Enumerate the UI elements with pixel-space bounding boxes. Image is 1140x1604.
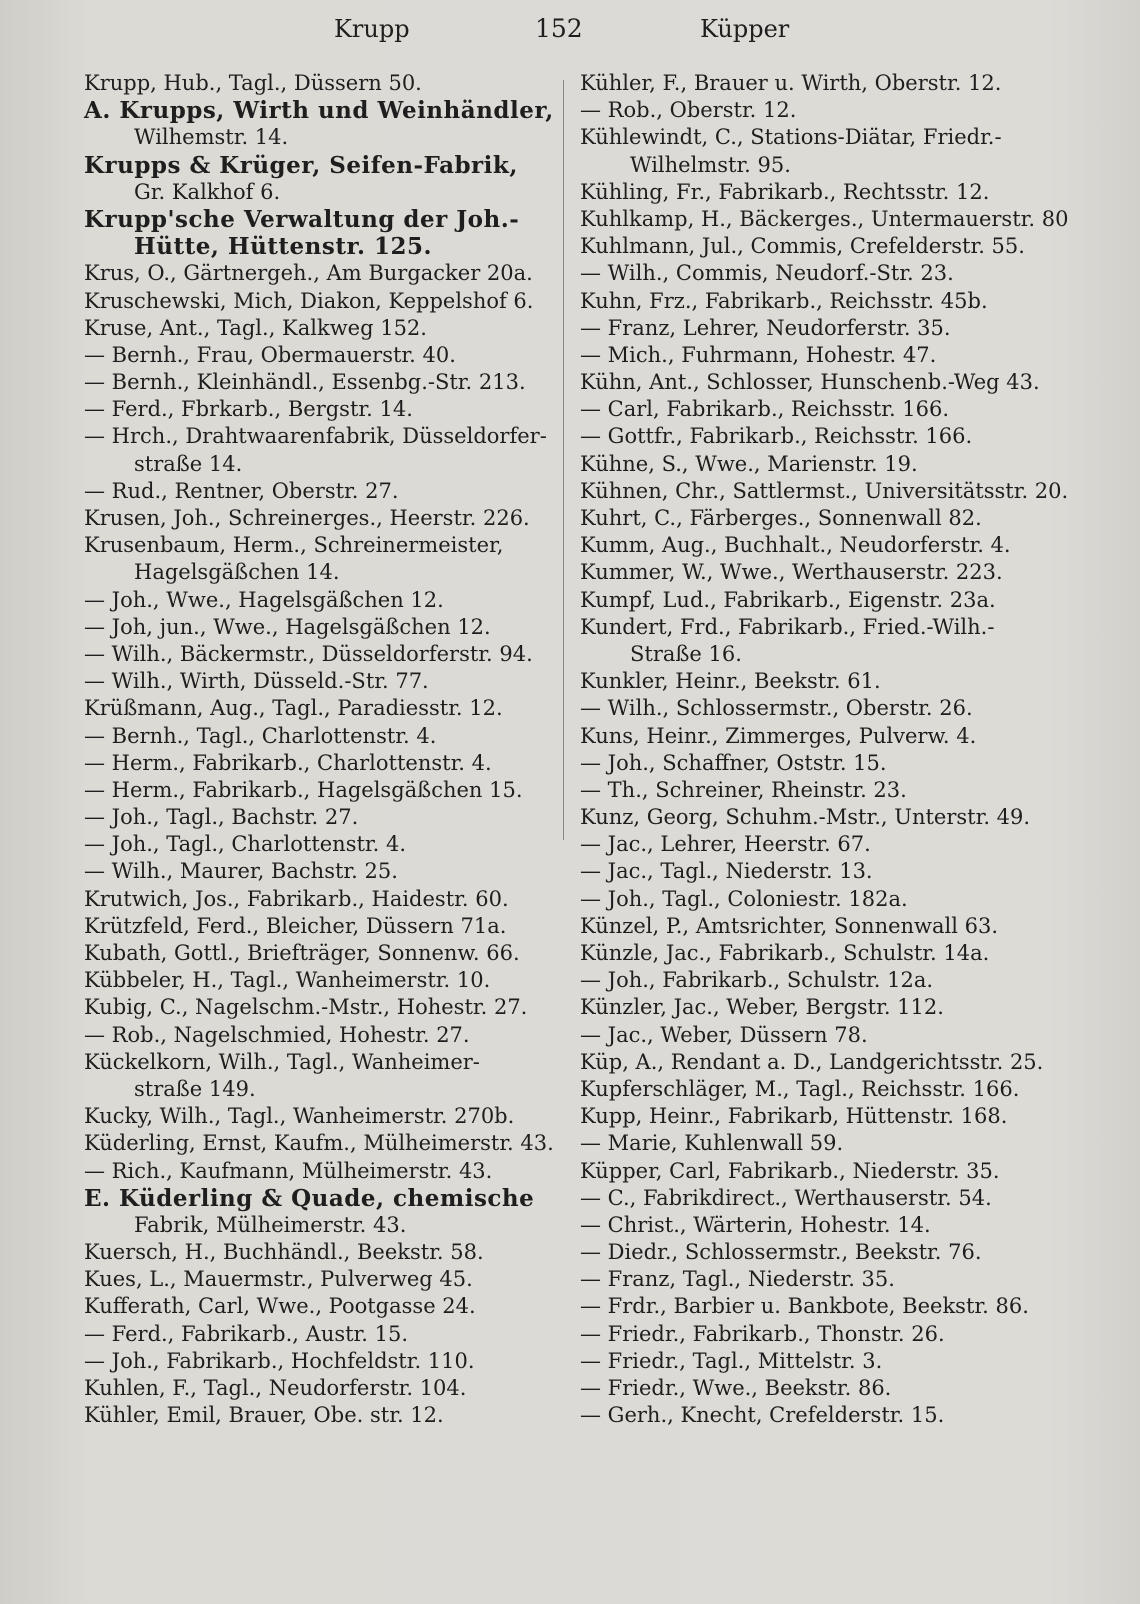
entry-continuation: Wilhemstr. 14. xyxy=(134,125,289,150)
entry: Krupp, Hub., Tagl., Düssern 50. xyxy=(84,71,422,95)
entry: Krupps & Krüger, Seifen-Fabrik, xyxy=(84,151,518,179)
entry: Künzler, Jac., Weber, Bergstr. 112. xyxy=(580,995,944,1020)
entry: — Wilh., Schlossermstr., Oberstr. 26. xyxy=(580,696,973,721)
entry: Krüßmann, Aug., Tagl., Paradiesstr. 12. xyxy=(84,696,503,721)
entry: — Wilh., Commis, Neudorf.-Str. 23. xyxy=(580,261,954,286)
page-header xyxy=(0,12,1140,46)
entry: — Joh, jun., Wwe., Hagelsgäßchen 12. xyxy=(84,614,491,639)
entry: Kunkler, Heinr., Beekstr. 61. xyxy=(580,669,881,694)
entry: Kucky, Wilh., Tagl., Wanheimerstr. 270b. xyxy=(84,1104,515,1129)
entry: — Joh., Tagl., Bachstr. 27. xyxy=(84,805,359,830)
entry-continuation: Hagelsgäßchen 14. xyxy=(134,560,340,585)
entry: Künzel, P., Amtsrichter, Sonnenwall 63. xyxy=(580,913,999,938)
entry: Kunz, Georg, Schuhm.-Mstr., Unterstr. 49. xyxy=(580,805,1031,830)
entry: Kuns, Heinr., Zimmerges, Pulverw. 4. xyxy=(580,723,977,748)
entry: Kummer, W., Wwe., Werthauserstr. 223. xyxy=(580,560,1003,585)
header-right-keyword: Küpper xyxy=(700,15,790,43)
entry: Künzle, Jac., Fabrikarb., Schulstr. 14a. xyxy=(580,941,990,965)
entry: — Ferd., Fbrkarb., Bergstr. 14. xyxy=(84,397,413,422)
entry: Küpper, Carl, Fabrikarb., Niederstr. 35. xyxy=(580,1158,1000,1183)
entry: — Joh., Schaffner, Oststr. 15. xyxy=(580,750,887,775)
entry: — Friedr., Wwe., Beekstr. 86. xyxy=(580,1376,892,1400)
entry: Krutwich, Jos., Fabrikarb., Haidestr. 60. xyxy=(84,886,509,911)
entry: Kuhlkamp, H., Bäckerges., Untermauerstr. 80 xyxy=(580,206,1069,231)
entry: — Gottfr., Fabrikarb., Reichsstr. 166. xyxy=(580,424,973,449)
entry: Kühne, S., Wwe., Marienstr. 19. xyxy=(580,451,918,476)
entry: Kubath, Gottl., Briefträger, Sonnenw. 66. xyxy=(84,941,520,965)
entry: Küderling, Ernst, Kaufm., Mülheimerstr. 43. xyxy=(84,1131,554,1156)
entry: — Wilh., Wirth, Düsseld.-Str. 77. xyxy=(84,669,429,694)
entry: Kruse, Ant., Tagl., Kalkweg 152. xyxy=(84,315,427,340)
entry-continuation: Hütte, Hüttenstr. 125. xyxy=(134,233,433,261)
entry: — Marie, Kuhlenwall 59. xyxy=(580,1131,844,1156)
entry: — Franz, Lehrer, Neudorferstr. 35. xyxy=(580,315,951,340)
entry-continuation: Straße 16. xyxy=(630,641,742,666)
entry: — Diedr., Schlossermstr., Beekstr. 76. xyxy=(580,1240,982,1265)
entry-continuation: Fabrik, Mülheimerstr. 43. xyxy=(134,1212,407,1237)
entry: — Joh., Fabrikarb., Schulstr. 12a. xyxy=(580,968,934,993)
entry: — Joh., Tagl., Coloniestr. 182a. xyxy=(580,886,908,911)
entry: Kühnen, Chr., Sattlermst., Universitätsstr. 20. xyxy=(580,478,1069,503)
entry: — Bernh., Tagl., Charlottenstr. 4. xyxy=(84,723,437,748)
entry: — Rud., Rentner, Oberstr. 27. xyxy=(84,478,399,503)
right-column xyxy=(580,70,1069,1429)
entry: — Herm., Fabrikarb., Hagelsgäßchen 15. xyxy=(84,777,523,802)
entry: Kufferath, Carl, Wwe., Pootgasse 24. xyxy=(84,1294,476,1319)
entry: — Hrch., Drahtwaarenfabrik, Düsseldorfer- xyxy=(84,424,547,449)
entry: Kühler, F., Brauer u. Wirth, Oberstr. 12. xyxy=(580,71,1002,95)
entry: Krützfeld, Ferd., Bleicher, Düssern 71a. xyxy=(84,913,507,938)
entry: Kupp, Heinr., Fabrikarb, Hüttenstr. 168. xyxy=(580,1104,1008,1129)
entry: Kumpf, Lud., Fabrikarb., Eigenstr. 23a. xyxy=(580,587,996,612)
entry: — Herm., Fabrikarb., Charlottenstr. 4. xyxy=(84,750,492,775)
entry: — Rob., Nagelschmied, Hohestr. 27. xyxy=(84,1022,470,1047)
column-divider xyxy=(563,80,564,840)
entry: — Bernh., Kleinhändl., Essenbg.-Str. 213. xyxy=(84,370,526,395)
entry: Kuhn, Frz., Fabrikarb., Reichsstr. 45b. xyxy=(580,288,988,313)
entry: Kühler, Emil, Brauer, Obe. str. 12. xyxy=(84,1403,444,1428)
entry: Kruschewski, Mich, Diakon, Keppelshof 6. xyxy=(84,288,534,313)
entry: — Friedr., Tagl., Mittelstr. 3. xyxy=(580,1348,883,1373)
entry: — Rob., Oberstr. 12. xyxy=(580,98,797,123)
entry: — Th., Schreiner, Rheinstr. 23. xyxy=(580,777,907,802)
entry: Kuhlen, F., Tagl., Neudorferstr. 104. xyxy=(84,1376,467,1400)
entry: Kuhlmann, Jul., Commis, Crefelderstr. 55. xyxy=(580,234,1025,259)
entry: — Rich., Kaufmann, Mülheimerstr. 43. xyxy=(84,1158,493,1183)
entry: — Carl, Fabrikarb., Reichsstr. 166. xyxy=(580,397,950,422)
entry: Kupferschläger, M., Tagl., Reichsstr. 166. xyxy=(580,1076,1020,1101)
entry: — Wilh., Maurer, Bachstr. 25. xyxy=(84,859,398,884)
header-left-keyword: Krupp xyxy=(334,15,410,43)
entry: Kübbeler, H., Tagl., Wanheimerstr. 10. xyxy=(84,968,491,993)
entry: — Ferd., Fabrikarb., Austr. 15. xyxy=(84,1321,409,1346)
entry: Kühn, Ant., Schlosser, Hunschenb.-Weg 43. xyxy=(580,370,1040,395)
page-number: 152 xyxy=(535,14,583,43)
entry: — Frdr., Barbier u. Bankbote, Beekstr. 86. xyxy=(580,1294,1029,1319)
entry: — Franz, Tagl., Niederstr. 35. xyxy=(580,1267,895,1292)
entry: — Wilh., Bäckermstr., Düsseldorferstr. 94. xyxy=(84,641,533,666)
entry: — Jac., Tagl., Niederstr. 13. xyxy=(580,859,873,884)
entry-continuation: Gr. Kalkhof 6. xyxy=(134,179,281,204)
entry: Küp, A., Rendant a. D., Landgerichtsstr. 25. xyxy=(580,1049,1044,1074)
entry: Kühlewindt, C., Stations-Diätar, Friedr.- xyxy=(580,125,1002,150)
entry-continuation: Wilhelmstr. 95. xyxy=(630,152,791,177)
entry: Krus, O., Gärtnergeh., Am Burgacker 20a. xyxy=(84,261,533,286)
entry: A. Krupps, Wirth und Weinhändler, xyxy=(84,97,554,125)
entry: — Gerh., Knecht, Crefelderstr. 15. xyxy=(580,1403,945,1428)
entry: — Jac., Lehrer, Heerstr. 67. xyxy=(580,832,871,857)
entry-continuation: straße 14. xyxy=(134,451,243,476)
entry: Krusen, Joh., Schreinerges., Heerstr. 226. xyxy=(84,506,530,530)
entry: Krupp'sche Verwaltung der Joh.- xyxy=(84,205,520,233)
entry-continuation: straße 149. xyxy=(134,1076,256,1101)
entry: Kubig, C., Nagelschm.-Mstr., Hohestr. 27. xyxy=(84,995,528,1020)
left-column xyxy=(84,70,554,1429)
entry: Krusenbaum, Herm., Schreinermeister, xyxy=(84,533,504,558)
entry: E. Küderling & Quade, chemische xyxy=(84,1184,535,1212)
entry: Kues, L., Mauermstr., Pulverweg 45. xyxy=(84,1267,473,1292)
entry: — Bernh., Frau, Obermauerstr. 40. xyxy=(84,342,456,367)
entry: — Joh., Tagl., Charlottenstr. 4. xyxy=(84,832,407,857)
entry: — Christ., Wärterin, Hohestr. 14. xyxy=(580,1212,931,1237)
entry: Kückelkorn, Wilh., Tagl., Wanheimer- xyxy=(84,1049,480,1074)
entry: Kuhrt, C., Färberges., Sonnenwall 82. xyxy=(580,506,982,530)
entry: — Mich., Fuhrmann, Hohestr. 47. xyxy=(580,342,937,367)
entry: — Joh., Wwe., Hagelsgäßchen 12. xyxy=(84,587,444,612)
entry: Kumm, Aug., Buchhalt., Neudorferstr. 4. xyxy=(580,533,1011,558)
entry: — Friedr., Fabrikarb., Thonstr. 26. xyxy=(580,1321,945,1346)
entry: Kuersch, H., Buchhändl., Beekstr. 58. xyxy=(84,1240,484,1265)
entry: — Joh., Fabrikarb., Hochfeldstr. 110. xyxy=(84,1348,475,1373)
entry: — Jac., Weber, Düssern 78. xyxy=(580,1022,868,1047)
entry: Kühling, Fr., Fabrikarb., Rechtsstr. 12. xyxy=(580,179,990,204)
entry: Kundert, Frd., Fabrikarb., Fried.-Wilh.- xyxy=(580,614,995,639)
entry: — C., Fabrikdirect., Werthauserstr. 54. xyxy=(580,1185,992,1210)
